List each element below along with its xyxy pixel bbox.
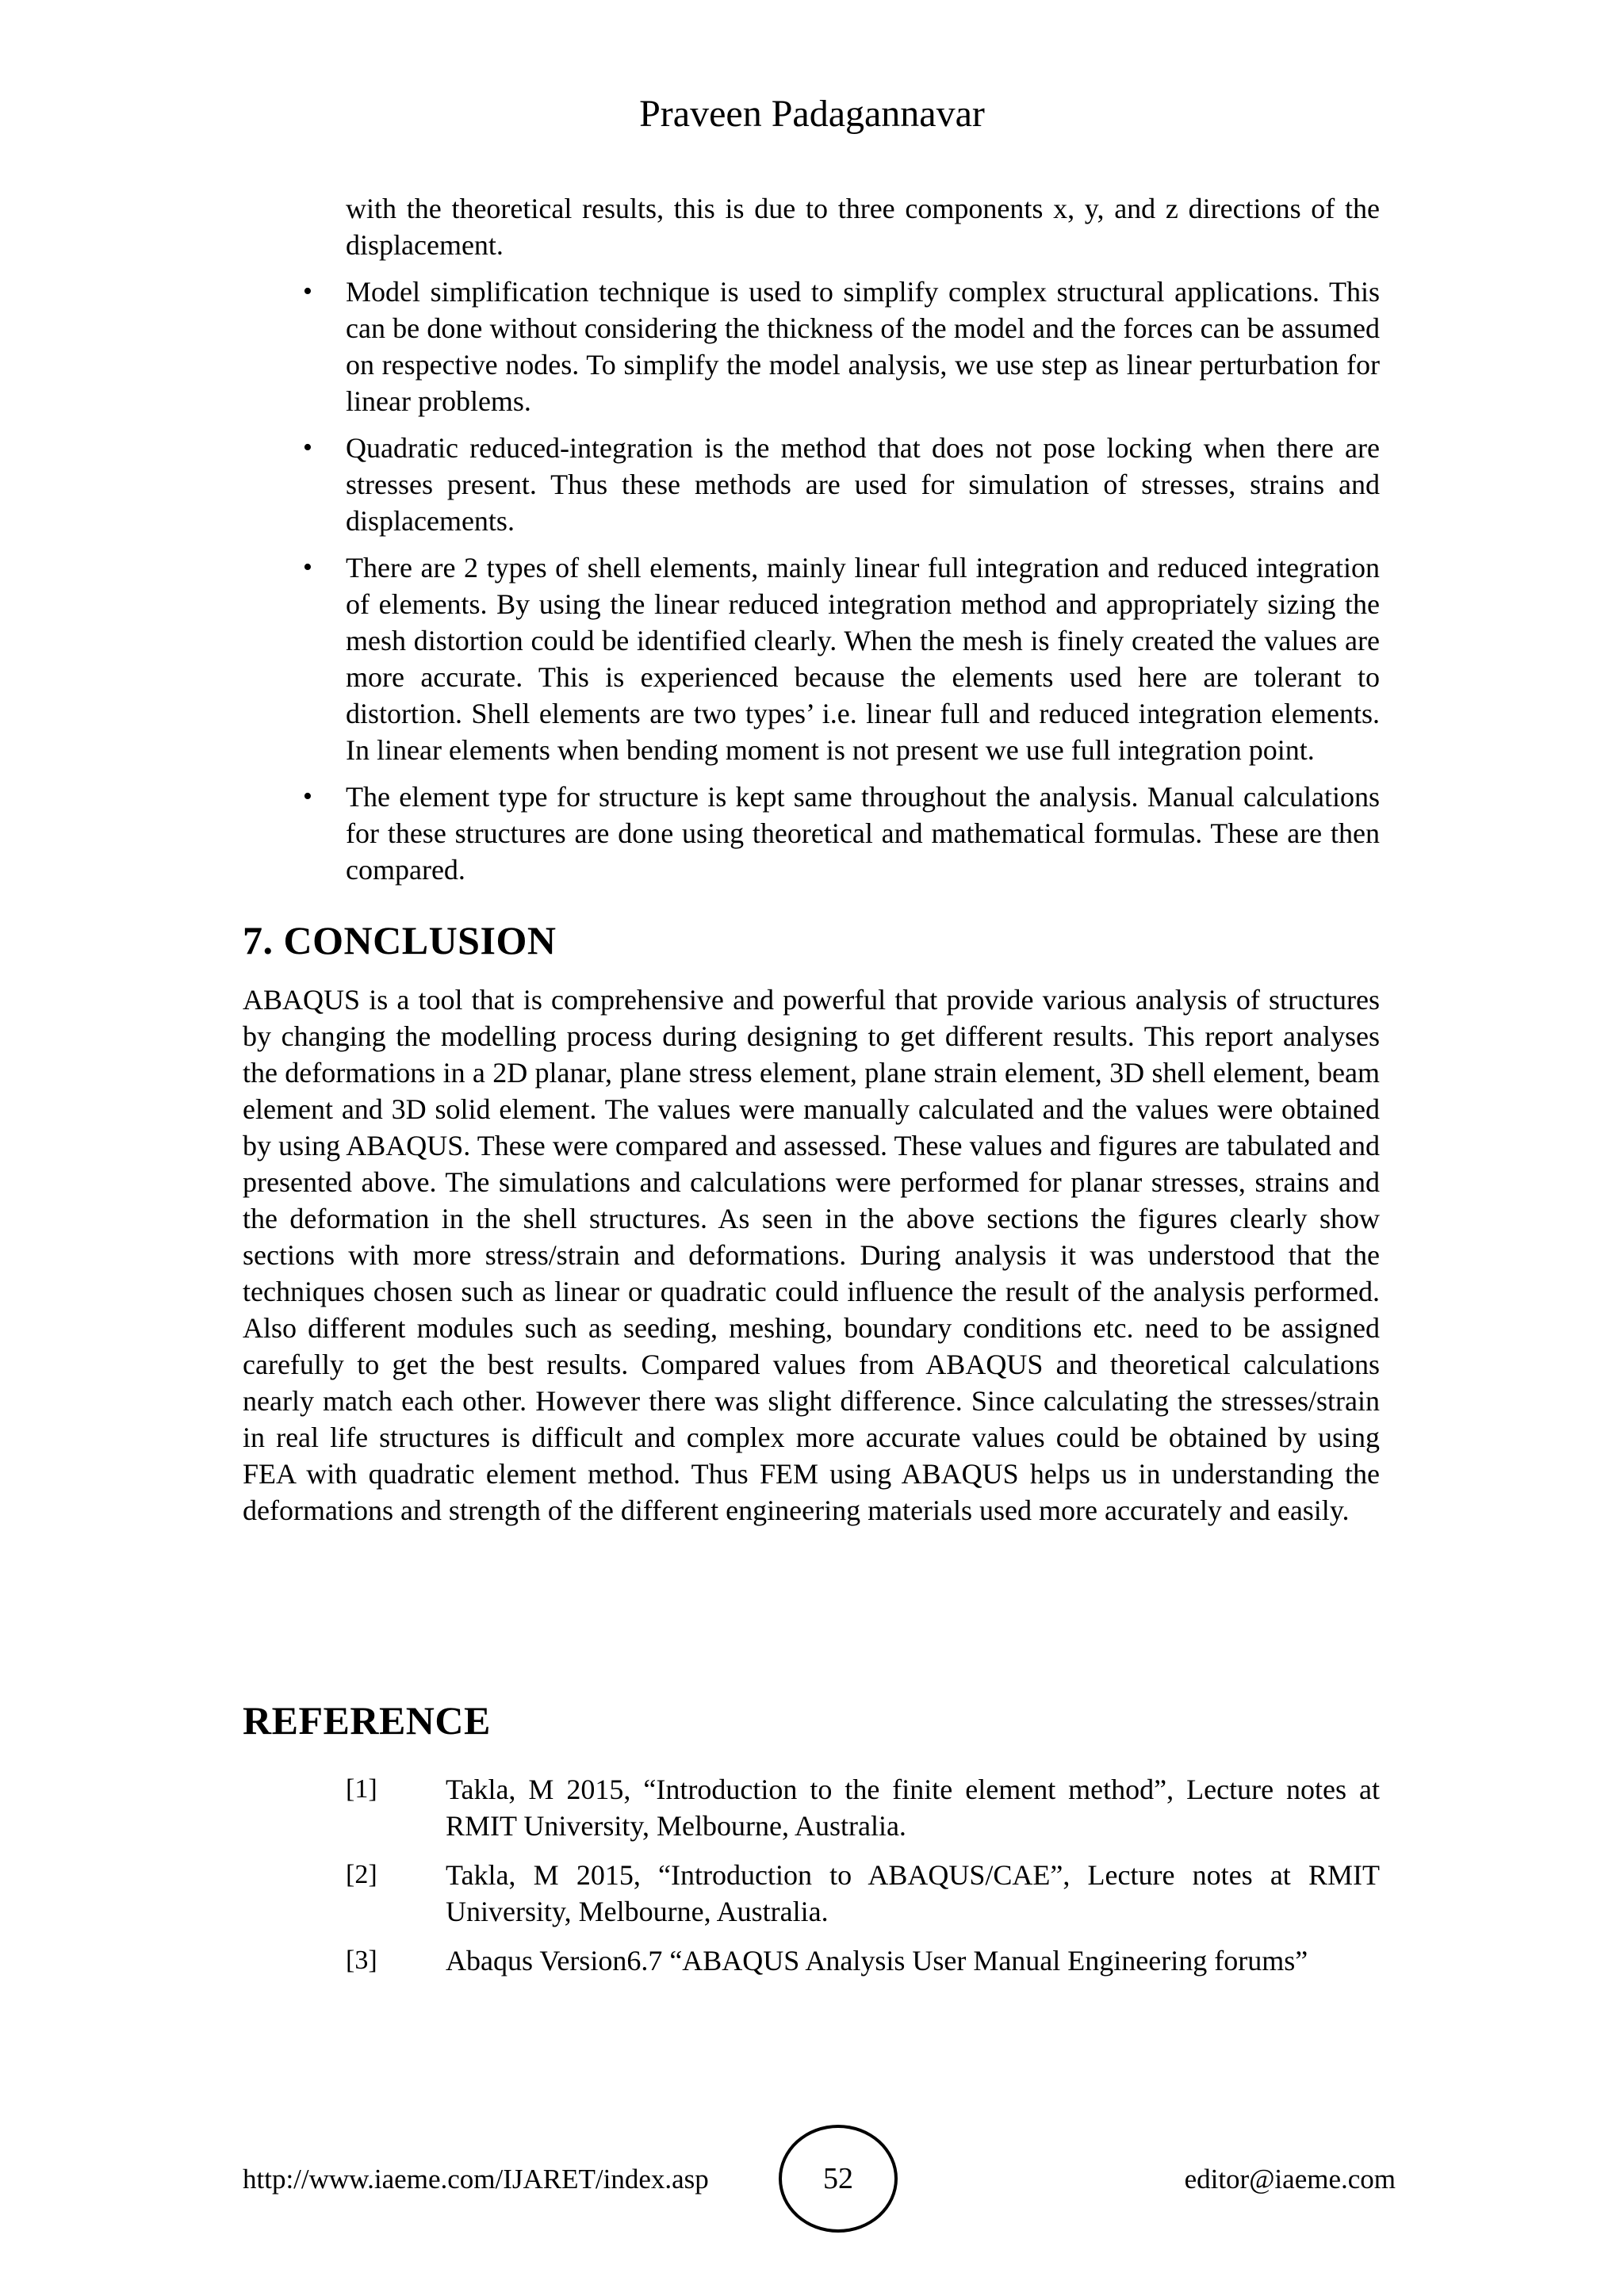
bullet-item	[243, 430, 1380, 539]
conclusion-section	[243, 916, 1380, 1529]
bullet-text: The element type for structure is kept same throughout the analysis. Manual calculations for these structures are done using theoretical and mathematical formulas. These are then compared.	[346, 781, 1380, 886]
reference-item	[243, 1942, 1380, 1979]
bullet-text: Quadratic reduced-integration is the method that does not pose locking when there are stresses present. Thus these methods are used for simulation of stresses, strains and displacements.	[346, 432, 1380, 537]
conclusion-paragraph: ABAQUS is a tool that is comprehensive and powerful that provide various analysis of structures by changing the modelling process during designing to get different results. This report analyses the deformations in a 2D planar, plane stress element, plane strain element, 3D shell element, beam element and 3D solid element. The values were manually calculated and the values were obtained by using ABAQUS. These were compared and assessed. These values and figures are tabulated and presented above. The simulations and calculations were performed for planar stresses, strains and the deformation in the shell structures. As seen in the above sections the figures clearly show sections with more stress/strain and deformations. During analysis it was understood that the techniques chosen such as linear or quadratic could influence the result of the analysis performed. Also different modules such as seeding, meshing, boundary conditions etc. need to be assigned carefully to get the best results. Compared values from ABAQUS and theoretical calculations nearly match each other. However there was slight difference. Since calculating the stresses/strain in real life structures is difficult and complex more accurate values could be obtained by using FEA with quadratic element method. Thus FEM using ABAQUS helps us in understanding the deformations and strength of the different engineering materials used more accurately and easily.	[243, 984, 1380, 1526]
bullet-text: Model simplification technique is used to simplify complex structural applications. This can be done without considering the thickness of the model and the forces can be assumed on respective nodes. To simplify the model analysis, we use step as linear perturbation for linear problems.	[346, 276, 1380, 417]
reference-item	[243, 1771, 1380, 1844]
intro-continuation-paragraph: with the theoretical results, this is due to three components x, y, and z directions of the displacement.	[346, 193, 1380, 261]
reference-item	[243, 1857, 1380, 1930]
intro-and-bullets-section	[243, 190, 1380, 888]
reference-heading: REFERENCE	[243, 1698, 491, 1743]
reference-label: [2]	[346, 1860, 377, 1889]
page-footer	[243, 2125, 1396, 2234]
reference-section	[243, 1697, 1380, 1979]
page-number-badge	[779, 2125, 898, 2233]
bullet-icon: •	[303, 553, 312, 582]
bullet-icon: •	[303, 277, 312, 306]
author-header: Praveen Padagannavar	[639, 93, 985, 135]
bullet-item	[243, 274, 1380, 419]
reference-label: [1]	[346, 1774, 377, 1804]
conclusion-heading: 7. CONCLUSION	[243, 918, 557, 962]
reference-text: Takla, M 2015, “Introduction to ABAQUS/CAE”, Lecture notes at RMIT University, Melbourne, Australia.	[446, 1859, 1380, 1927]
bullet-item	[243, 779, 1380, 888]
bullet-item	[243, 549, 1380, 768]
reference-text: Takla, M 2015, “Introduction to the finite element method”, Lecture notes at RMIT University, Melbourne, Australia.	[446, 1774, 1380, 1842]
reference-text: Abaqus Version6.7 “ABAQUS Analysis User Manual Engineering forums”	[446, 1945, 1308, 1976]
footer-editor-email: editor@iaeme.com	[1184, 2164, 1396, 2195]
reference-list	[243, 1771, 1380, 1979]
footer-journal-url: http://www.iaeme.com/IJARET/index.asp	[243, 2164, 709, 2195]
page-number: 52	[823, 2162, 853, 2195]
bullet-text: There are 2 types of shell elements, mainly linear full integration and reduced integration of elements. By using the linear reduced integration method and appropriately sizing the mesh distortion could be identified clearly. When the mesh is finely created the values are more accurate. This is experienced because the elements used here are tolerant to distortion. Shell elements are two types’ i.e. linear full and reduced integration elements. In linear elements when bending moment is not present we use full integration point.	[346, 552, 1380, 766]
bullet-icon: •	[303, 782, 312, 811]
reference-label: [3]	[346, 1946, 377, 1975]
bullet-icon: •	[303, 433, 312, 462]
